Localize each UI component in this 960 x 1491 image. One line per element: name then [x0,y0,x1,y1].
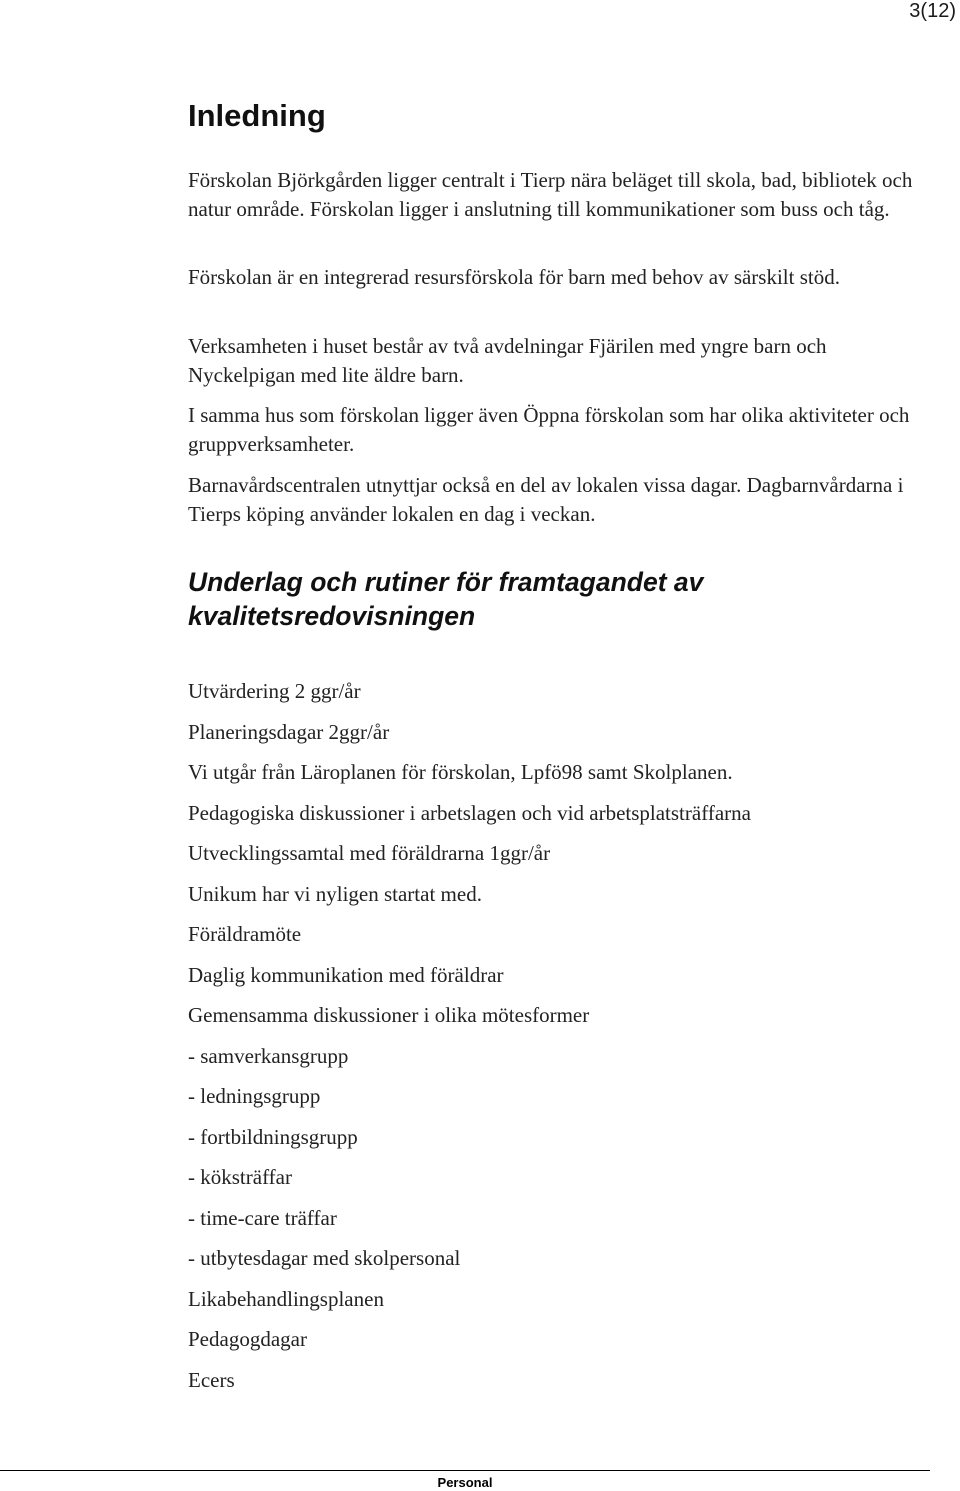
footer-label: Personal [437,1475,493,1490]
intro-paragraph: Verksamheten i huset består av två avdelningar Fjärilen med yngre barn och Nyckelpigan med lite äldre barn. [188,334,827,387]
list-item: Föräldramöte [188,922,302,946]
list-item: - time-care träffar [188,1206,337,1230]
intro-paragraph: Förskolan Björkgården ligger centralt i Tierp nära beläget till skola, bad, bibliotek och natur område. Förskolan ligger i anslutning till kommunikationer som buss och tåg. [188,168,913,221]
list-item: Daglig kommunikation med föräldrar [188,963,504,987]
list-item: - köksträffar [188,1165,292,1189]
heading-inledning: Inledning [188,98,326,133]
list-item: Vi utgår från Läroplanen för förskolan, Lpfö98 samt Skolplanen. [188,760,733,784]
footer-divider [0,1470,930,1471]
page-number: 3(12) [909,0,956,22]
list-item: Likabehandlingsplanen [188,1287,384,1311]
list-item: - fortbildningsgrupp [188,1125,358,1149]
list-item: Utvecklingssamtal med föräldrarna 1ggr/år [188,841,551,865]
heading-underlag: Underlag och rutiner för framtagandet av kvalitetsredovisningen [188,567,704,631]
list-item: Unikum har vi nyligen startat med. [188,882,482,906]
list-item: - samverkansgrupp [188,1044,349,1068]
list-item: - ledningsgrupp [188,1084,321,1108]
intro-paragraph: Förskolan är en integrerad resursförskola för barn med behov av särskilt stöd. [188,265,840,289]
list-item: Ecers [188,1368,235,1392]
list-item: Gemensamma diskussioner i olika mötesformer [188,1003,590,1027]
intro-paragraph: Barnavårdscentralen utnyttjar också en del av lokalen vissa dagar. Dagbarnvårdarna i Tierps köping använder lokalen en dag i veckan. [188,473,904,526]
list-item: Utvärdering 2 ggr/år [188,679,361,703]
list-item: - utbytesdagar med skolpersonal [188,1246,461,1270]
list-item: Pedagogiska diskussioner i arbetslagen och vid arbetsplatsträffarna [188,801,751,825]
list-item: Planeringsdagar 2ggr/år [188,720,390,744]
intro-paragraph: I samma hus som förskolan ligger även Öppna förskolan som har olika aktiviteter och gruppverksamheter. [188,403,910,456]
list-item: Pedagogdagar [188,1327,307,1351]
